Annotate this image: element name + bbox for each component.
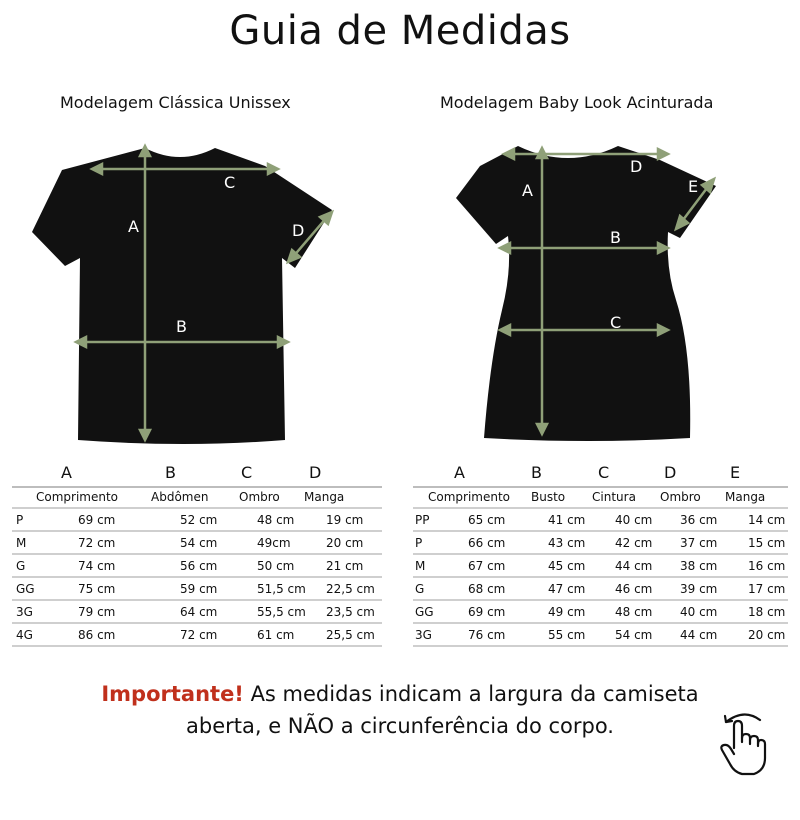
unisex-shirt-diagram (20, 140, 350, 450)
measure-cell: 51,5 cm (257, 582, 306, 596)
page-title: Guia de Medidas (229, 8, 571, 54)
measure-cell: 20 cm (326, 536, 364, 550)
measure-cell: 19 cm (326, 513, 364, 527)
measure-cell: 86 cm (78, 628, 116, 642)
babylook-shirt-body (456, 146, 716, 441)
table-letter-row (413, 460, 788, 486)
letter-c: C (241, 463, 253, 482)
table-row (413, 509, 788, 532)
table-row (413, 624, 788, 647)
letter-b: B (165, 463, 176, 482)
measure-cell: 49cm (257, 536, 291, 550)
measure-cell: 15 cm (748, 536, 786, 550)
measure-cell: 18 cm (748, 605, 786, 619)
unisex-label-b: B (176, 317, 187, 336)
measure-cell: 48 cm (257, 513, 295, 527)
measure-cell: 20 cm (748, 628, 786, 642)
letter-d: D (664, 463, 677, 482)
table-row (413, 532, 788, 555)
header-cintura: Cintura (592, 490, 636, 504)
letter-a: A (454, 463, 465, 482)
babylook-label-b: B (610, 228, 621, 247)
measure-cell: 59 cm (180, 582, 218, 596)
measure-cell: 43 cm (548, 536, 586, 550)
measure-cell: 21 cm (326, 559, 364, 573)
measure-cell: 72 cm (180, 628, 218, 642)
size-label: PP (415, 513, 430, 527)
left-subtitle: Modelagem Clássica Unissex (60, 93, 291, 112)
measure-cell: 44 cm (615, 559, 653, 573)
table-row (413, 578, 788, 601)
measure-cell: 68 cm (468, 582, 506, 596)
size-label: GG (16, 582, 35, 596)
measure-cell: 52 cm (180, 513, 218, 527)
size-label: G (16, 559, 26, 573)
measure-cell: 47 cm (548, 582, 586, 596)
right-subtitle: Modelagem Baby Look Acinturada (440, 93, 714, 112)
header-ombro: Ombro (239, 490, 280, 504)
measure-cell: 41 cm (548, 513, 586, 527)
size-label: P (16, 513, 24, 527)
measure-cell: 61 cm (257, 628, 295, 642)
important-note-line1 (0, 679, 800, 709)
table-row (413, 555, 788, 578)
table-row (12, 624, 382, 647)
table-row (12, 555, 382, 578)
size-label: M (16, 536, 27, 550)
measure-cell: 16 cm (748, 559, 786, 573)
header-ombro: Ombro (660, 490, 701, 504)
measure-cell: 14 cm (748, 513, 786, 527)
header-manga: Manga (725, 490, 766, 504)
measure-cell: 75 cm (78, 582, 116, 596)
size-label: GG (415, 605, 434, 619)
hand-swipe-icon (714, 708, 770, 778)
measure-cell: 25,5 cm (326, 628, 375, 642)
size-label: 4G (16, 628, 33, 642)
measure-cell: 46 cm (615, 582, 653, 596)
measure-cell: 50 cm (257, 559, 295, 573)
size-label: G (415, 582, 425, 596)
babylook-label-c: C (610, 313, 622, 332)
measure-cell: 17 cm (748, 582, 786, 596)
unisex-shirt-body (32, 148, 332, 444)
header-manga: Manga (304, 490, 345, 504)
table-row (12, 601, 382, 624)
header-comprimento: Comprimento (36, 490, 119, 504)
measure-cell: 49 cm (548, 605, 586, 619)
measure-cell: 72 cm (78, 536, 116, 550)
measure-cell: 36 cm (680, 513, 718, 527)
measure-cell: 66 cm (468, 536, 506, 550)
measure-cell: 44 cm (680, 628, 718, 642)
measure-cell: 40 cm (615, 513, 653, 527)
measure-cell: 54 cm (180, 536, 218, 550)
unisex-size-table (12, 460, 382, 647)
note-text-1: As medidas indicam a largura da camiseta (243, 682, 699, 706)
measure-cell: 76 cm (468, 628, 506, 642)
header-comprimento: Comprimento (428, 490, 511, 504)
babylook-shirt-diagram (440, 140, 740, 445)
measure-cell: 65 cm (468, 513, 506, 527)
table-letter-row (12, 460, 382, 486)
size-label: 3G (16, 605, 33, 619)
measure-cell: 67 cm (468, 559, 506, 573)
table-header-row (413, 486, 788, 509)
letter-c: C (598, 463, 610, 482)
size-label: 3G (415, 628, 432, 642)
letter-a: A (61, 463, 72, 482)
letter-b: B (531, 463, 542, 482)
babylook-size-table (413, 460, 788, 647)
measure-cell: 69 cm (78, 513, 116, 527)
measure-cell: 55 cm (548, 628, 586, 642)
size-label: P (415, 536, 423, 550)
measure-cell: 74 cm (78, 559, 116, 573)
measure-cell: 54 cm (615, 628, 653, 642)
header-busto: Busto (531, 490, 566, 504)
table-row (12, 532, 382, 555)
babylook-label-a: A (522, 181, 533, 200)
measure-cell: 79 cm (78, 605, 116, 619)
important-note-line2: aberta, e NÃO a circunferência do corpo. (186, 714, 614, 738)
measure-cell: 56 cm (180, 559, 218, 573)
unisex-label-c: C (224, 173, 236, 192)
table-row (413, 601, 788, 624)
measure-cell: 39 cm (680, 582, 718, 596)
header-abdomen: Abdômen (151, 490, 209, 504)
measure-cell: 45 cm (548, 559, 586, 573)
letter-e: E (730, 463, 741, 482)
measure-cell: 48 cm (615, 605, 653, 619)
table-row (12, 578, 382, 601)
measure-cell: 64 cm (180, 605, 218, 619)
measure-cell: 38 cm (680, 559, 718, 573)
measure-cell: 55,5 cm (257, 605, 306, 619)
measure-cell: 69 cm (468, 605, 506, 619)
table-row (12, 509, 382, 532)
letter-d: D (309, 463, 322, 482)
measure-cell: 22,5 cm (326, 582, 375, 596)
size-label: M (415, 559, 426, 573)
table-header-row (12, 486, 382, 509)
important-label: Importante! (101, 682, 244, 706)
unisex-label-a: A (128, 217, 139, 236)
measure-cell: 40 cm (680, 605, 718, 619)
measure-cell: 37 cm (680, 536, 718, 550)
unisex-label-d: D (292, 221, 305, 240)
babylook-label-e: E (688, 177, 699, 196)
measure-cell: 42 cm (615, 536, 653, 550)
babylook-label-d: D (630, 157, 643, 176)
measure-cell: 23,5 cm (326, 605, 375, 619)
